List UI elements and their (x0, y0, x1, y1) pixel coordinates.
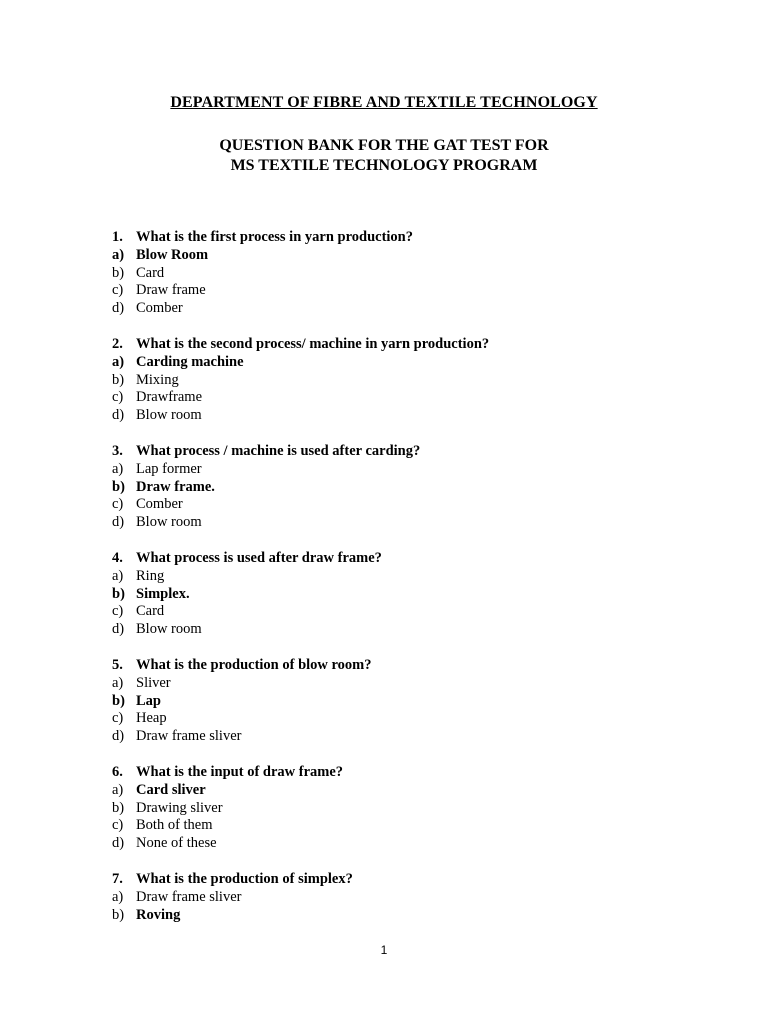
option-label: a) (112, 353, 125, 370)
option-label: b) (112, 478, 125, 495)
option-text: Card sliver (136, 781, 206, 798)
option-b (112, 907, 672, 925)
option-text: Lap former (136, 460, 202, 477)
option-label: b) (112, 585, 125, 602)
option-label: b) (112, 371, 125, 388)
option-text: Draw frame sliver (136, 728, 242, 745)
option-text: Card (136, 264, 165, 281)
option-text: Blow room (136, 407, 202, 424)
option-label: b) (112, 692, 125, 709)
option-text: Drawframe (136, 389, 203, 406)
option-text: Heap (136, 710, 167, 727)
option-a (112, 461, 672, 479)
question-number: 2. (112, 336, 123, 352)
question-number: 6. (112, 764, 123, 780)
option-text: Sliver (136, 674, 171, 691)
question-number: 4. (112, 550, 123, 566)
question-3 (112, 443, 672, 532)
option-b (112, 479, 672, 497)
option-label: b) (112, 906, 125, 923)
option-text: Mixing (136, 371, 179, 388)
question-number: 1. (112, 229, 123, 245)
option-label: d) (112, 835, 125, 852)
option-label: d) (112, 514, 125, 531)
option-b (112, 693, 672, 711)
option-c (112, 282, 672, 300)
option-text: Ring (136, 567, 165, 584)
option-d (112, 621, 672, 639)
option-label: c) (112, 817, 124, 834)
option-label: a) (112, 246, 125, 263)
option-c (112, 603, 672, 621)
question-text: 2. What is the second process/ machine in yarn production? (112, 336, 490, 352)
question-4 (112, 550, 672, 639)
question-text: 3. What process / machine is used after carding? (112, 443, 421, 459)
option-label: a) (112, 674, 124, 691)
option-text: Comber (136, 496, 183, 513)
option-label: d) (112, 728, 125, 745)
option-b (112, 372, 672, 390)
option-b (112, 265, 672, 283)
option-text: Comber (136, 300, 183, 317)
option-text: Draw frame (136, 282, 206, 299)
option-label: b) (112, 799, 125, 816)
question-number: 5. (112, 657, 123, 673)
question-text: 1. What is the first process in yarn production? (112, 229, 413, 245)
department-title: DEPARTMENT OF FIBRE AND TEXTILE TECHNOLOGY (170, 94, 598, 111)
option-a (112, 247, 672, 265)
document-subtitle-line2: MS TEXTILE TECHNOLOGY PROGRAM (230, 157, 538, 174)
option-b (112, 800, 672, 818)
page-number: 1 (380, 943, 388, 957)
question-7 (112, 871, 672, 924)
question-text: 4. What process is used after draw frame? (112, 550, 382, 566)
option-c (112, 496, 672, 514)
option-label: d) (112, 621, 125, 638)
option-b (112, 586, 672, 604)
option-text: None of these (136, 835, 217, 852)
option-d (112, 728, 672, 746)
option-text: Blow room (136, 514, 202, 531)
question-6 (112, 764, 672, 853)
option-text: Card (136, 603, 165, 620)
option-text: Blow room (136, 621, 202, 638)
option-text: Draw frame sliver (136, 888, 242, 905)
option-text: Roving (136, 906, 181, 923)
question-text: 5. What is the production of blow room? (112, 657, 372, 673)
option-text: Draw frame. (136, 478, 215, 495)
option-c (112, 817, 672, 835)
option-text: Blow Room (136, 246, 209, 263)
option-label: a) (112, 567, 124, 584)
option-d (112, 300, 672, 318)
option-text: Simplex. (136, 585, 190, 602)
question-2 (112, 336, 672, 425)
option-label: c) (112, 389, 124, 406)
option-label: d) (112, 300, 125, 317)
option-a (112, 354, 672, 372)
option-label: d) (112, 407, 125, 424)
question-text: 7. What is the production of simplex? (112, 871, 353, 887)
option-a (112, 782, 672, 800)
option-label: c) (112, 710, 124, 727)
question-5 (112, 657, 672, 746)
option-text: Drawing sliver (136, 799, 223, 816)
option-label: a) (112, 781, 124, 798)
option-a (112, 568, 672, 586)
option-c (112, 389, 672, 407)
option-d (112, 407, 672, 425)
option-label: c) (112, 496, 124, 513)
question-text: 6. What is the input of draw frame? (112, 764, 344, 780)
option-label: b) (112, 264, 125, 281)
document-subtitle-line1: QUESTION BANK FOR THE GAT TEST FOR (219, 137, 549, 154)
option-text: Lap (136, 692, 161, 709)
option-text: Both of them (136, 817, 213, 834)
option-label: c) (112, 282, 124, 299)
question-number: 7. (112, 871, 123, 887)
question-1 (112, 229, 672, 318)
option-text: Carding machine (136, 353, 244, 370)
option-c (112, 710, 672, 728)
option-label: c) (112, 603, 124, 620)
option-d (112, 835, 672, 853)
option-label: a) (112, 460, 124, 477)
question-number: 3. (112, 443, 123, 459)
option-d (112, 514, 672, 532)
option-label: a) (112, 888, 124, 905)
option-a (112, 889, 672, 907)
option-a (112, 675, 672, 693)
